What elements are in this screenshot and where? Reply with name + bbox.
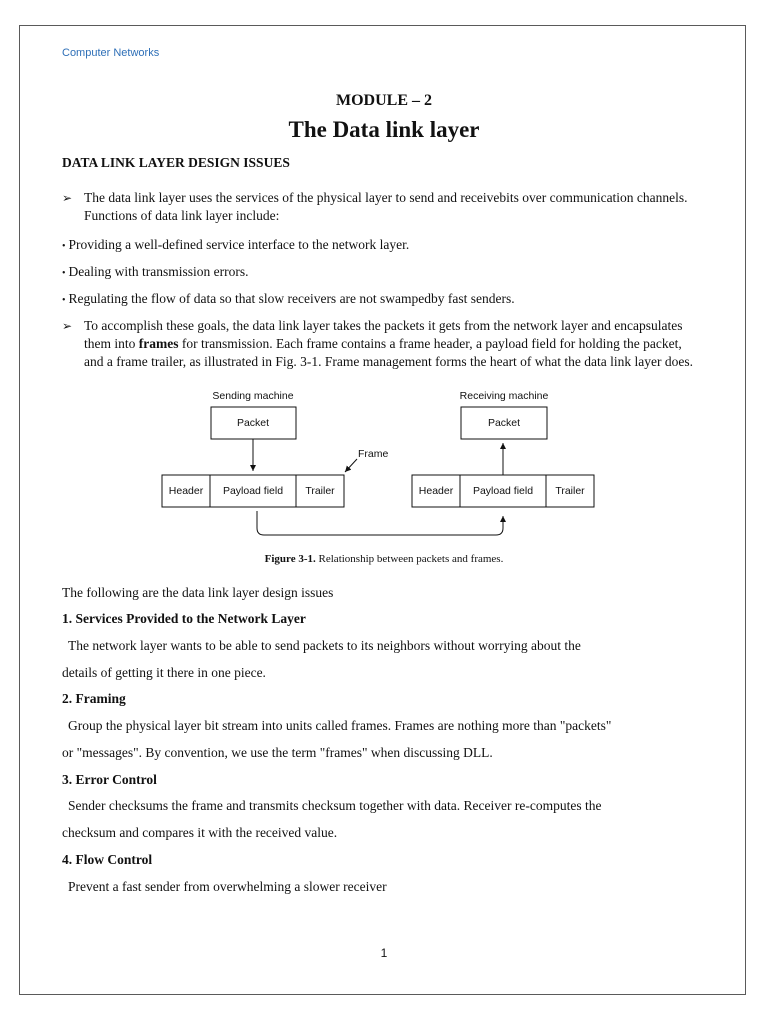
bullet-dot-icon: • [62,241,66,252]
sending-header-label: Header [168,485,204,497]
bullet-dot-icon: • [62,295,66,306]
receiving-payload-label: Payload field [472,485,534,497]
sending-packet-label: Packet [236,417,270,429]
bullet-line: them into frames for transmission. Each frame contains a frame header, a payload field for holding the packet, [84,336,682,351]
frame-label: Frame [358,448,389,460]
bullet-paragraph [84,189,714,225]
arrow-bullet-icon: ➢ [62,319,73,333]
transfer-connector [257,511,503,535]
figure-caption: Figure 3-1. Relationship between packets and frames. [264,553,504,565]
list-item: • Regulating the flow of data so that slow receivers are not swampedby fast senders. [62,291,515,306]
bullet-paragraph [84,317,714,371]
issue-text: The network layer wants to be able to send packets to its neighbors without worrying about the [68,638,581,653]
bullet-dot-icon: • [62,268,66,279]
receiving-machine-label: Receiving machine [459,390,549,402]
issue-text: or "messages". By convention, we use the term "frames" when discussing DLL. [62,745,493,760]
page-title: The Data link layer [288,117,480,142]
bullet-line: The data link layer uses the services of the physical layer to send and receivebits over communication channels. [84,190,688,205]
page-number: 1 [380,946,388,960]
section-heading: DATA LINK LAYER DESIGN ISSUES [62,155,290,170]
bullet-line: To accomplish these goals, the data link layer takes the packets it gets from the network layer and encapsulates [84,318,683,333]
sending-payload-label: Payload field [222,485,284,497]
issue-text: checksum and compares it with the received value. [62,825,338,840]
issue-heading: 3. Error Control [62,772,157,787]
receiving-packet-label: Packet [487,417,521,429]
bullet-line: Functions of data link layer include: [84,208,280,223]
issue-heading: 4. Flow Control [62,852,153,867]
issue-text: Prevent a fast sender from overwhelming a slower receiver [68,879,387,894]
issue-heading: 2. Framing [62,691,126,706]
list-item: • Dealing with transmission errors. [62,264,249,279]
receiving-trailer-label: Trailer [555,485,585,497]
issue-heading: 1. Services Provided to the Network Layer [62,611,306,626]
receiving-header-label: Header [418,485,454,497]
list-item: • Providing a well-defined service interface to the network layer. [62,237,410,252]
issues-intro: The following are the data link layer design issues [62,585,334,600]
frame-pointer-icon [345,459,357,472]
sending-machine-label: Sending machine [212,390,294,402]
arrow-bullet-icon: ➢ [62,191,73,205]
running-header: Computer Networks [62,47,160,59]
sending-trailer-label: Trailer [305,485,335,497]
bullet-line: and a frame trailer, as illustrated in Fig. 3-1. Frame management forms the heart of what the data link layer does. [84,354,694,369]
module-label: MODULE – 2 [336,92,432,109]
issue-text: Group the physical layer bit stream into units called frames. Frames are nothing more than "packets" [68,718,612,733]
issue-text: details of getting it there in one piece. [62,665,266,680]
frame-diagram [0,380,768,550]
issue-text: Sender checksums the frame and transmits checksum together with data. Receiver re-computes the [68,798,602,813]
